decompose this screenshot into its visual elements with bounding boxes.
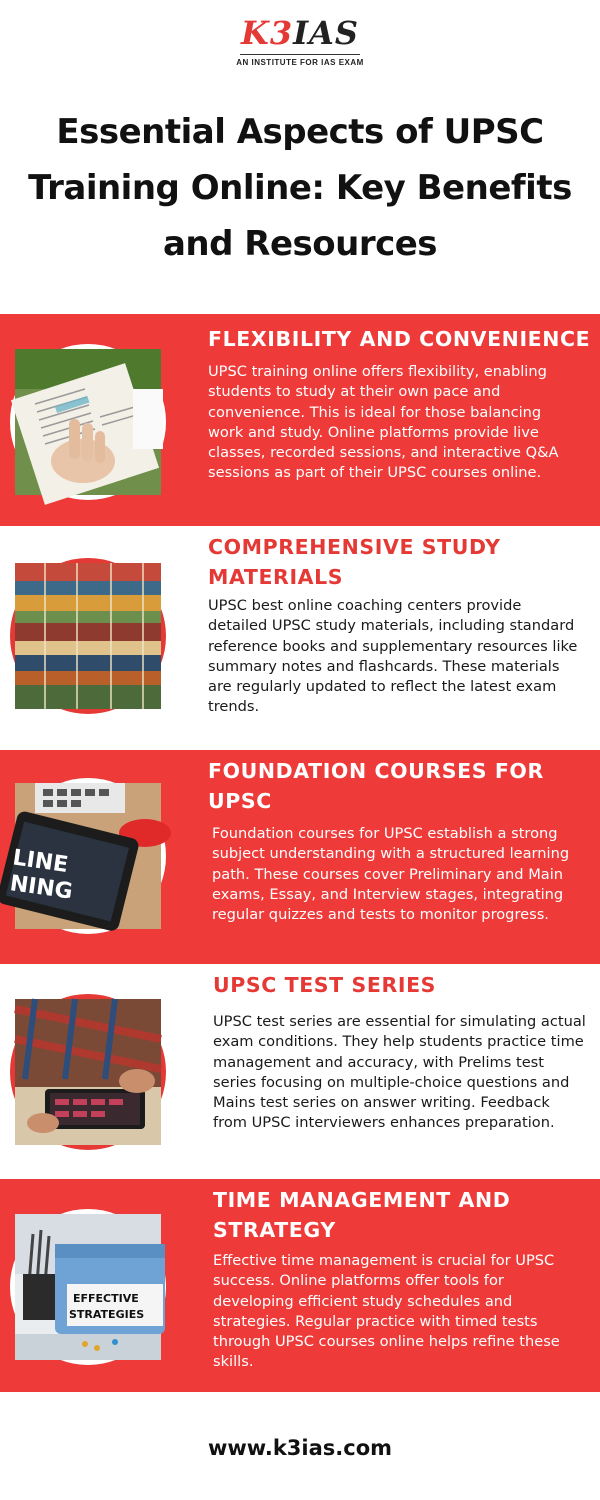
effective-strategies-binder-photo — [10, 1209, 166, 1365]
svg-text:STRATEGIES: STRATEGIES — [69, 1308, 145, 1321]
k3ias-logo[interactable] — [0, 14, 600, 67]
online-training-tablet-photo — [10, 778, 166, 934]
section-body: Foundation courses for UPSC establish a strong subject understanding with a structured learning path. These courses cover Preliminary and Main exams, Essay, and Interview stages, integrating regular quizzes and tests to monitor progress. — [212, 825, 570, 924]
section-heading: TIME MANAGEMENT AND STRATEGY — [213, 1188, 511, 1242]
tablet-user-photo — [10, 994, 166, 1150]
website-link[interactable]: www.k3ias.com — [207, 1436, 393, 1460]
section-foundation-courses — [0, 750, 600, 964]
section-heading: FOUNDATION COURSES FOR UPSC — [208, 759, 544, 813]
logo-mark — [0, 14, 600, 52]
page-title: Essential Aspects of UPSC Training Online: Key Benefits and Resources — [28, 112, 572, 264]
section-body: UPSC training online offers flexibility, enabling students to study at their own pace and convenience. This is ideal for those balancing work and study. Online platforms provide live classes, recorded sessions, and interactive Q&A sessions as part of their UPSC courses online. — [208, 363, 559, 482]
section-test-series — [0, 964, 600, 1179]
logo-tagline: AN INSTITUTE FOR IAS EXAM — [236, 58, 364, 67]
logo-ias: IAS — [293, 14, 359, 52]
section-time-management — [0, 1179, 600, 1392]
section-body: Effective time management is crucial for UPSC success. Online platforms offer tools for developing efficient study schedules and strategies. Regular practice with timed tests through UPSC courses online helps refine these skills. — [213, 1252, 560, 1371]
section-heading: UPSC TEST SERIES — [213, 973, 437, 997]
stacked-books-photo — [10, 558, 166, 714]
section-study-materials — [0, 526, 600, 750]
section-body: UPSC best online coaching centers provide detailed UPSC study materials, including standard reference books and supplementary resources like summary notes and flashcards. These materials are regularly updated to reflect the latest exam trends. — [208, 597, 578, 716]
svg-text:NING: NING — [8, 871, 75, 905]
section-flexibility — [0, 314, 600, 526]
logo-divider — [240, 54, 360, 55]
svg-text:LINE: LINE — [11, 845, 70, 878]
section-heading: COMPREHENSIVE STUDY MATERIALS — [208, 535, 501, 589]
logo-k3: K3 — [241, 14, 294, 52]
reading-book-photo — [10, 344, 166, 500]
section-heading: FLEXIBILITY AND CONVENIENCE — [208, 327, 591, 351]
section-body: UPSC test series are essential for simulating actual exam conditions. They help students practice time management and accuracy, with Prelims test series focusing on multiple-choice questions and Mains test series on answer writing. Feedback from UPSC interviewers enhances preparation. — [213, 1013, 586, 1132]
svg-text:EFFECTIVE: EFFECTIVE — [73, 1292, 139, 1305]
